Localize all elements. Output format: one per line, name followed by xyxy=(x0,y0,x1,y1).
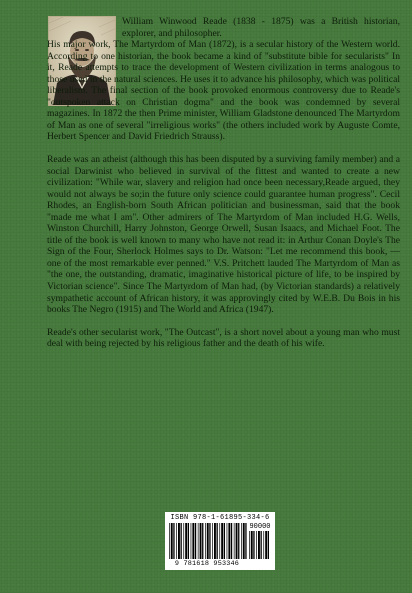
barcode-bar xyxy=(183,523,184,559)
barcode-bar xyxy=(181,523,182,559)
barcode-bar xyxy=(268,531,269,559)
barcode-bar xyxy=(205,523,206,559)
blurb-text xyxy=(47,16,400,350)
barcode-bar xyxy=(173,523,174,559)
barcode-bar xyxy=(217,523,218,559)
barcode-bar xyxy=(261,531,262,559)
paragraph-intro: William Winwood Reade (1838 - 1875) was a British historian, explorer, and philosopher. xyxy=(122,16,400,39)
barcode-bar xyxy=(219,523,220,559)
barcode-bar xyxy=(188,523,189,559)
barcode-bar xyxy=(263,531,264,559)
barcode-bar xyxy=(241,523,242,559)
barcode-bar xyxy=(265,531,267,559)
ean-digits: 9 781618 953346 xyxy=(174,560,240,568)
barcode-bar xyxy=(256,531,257,559)
barcode-bar xyxy=(221,523,223,559)
barcode-bar xyxy=(192,523,194,559)
barcode-bar xyxy=(224,523,225,559)
barcode-bar xyxy=(227,523,228,559)
barcode-bar xyxy=(176,523,177,559)
barcode-bar xyxy=(238,523,239,559)
barcode-bar xyxy=(171,523,173,559)
barcode-bar xyxy=(209,523,210,559)
paragraph-outcast: Reade's other secularist work, "The Outcast", is a short novel about a young man who must deal with being rejected by his religious father and the death of his wife. xyxy=(47,326,400,350)
barcode-bar xyxy=(195,523,196,559)
barcode-bar xyxy=(243,523,245,559)
barcode-bar xyxy=(200,523,202,559)
barcode-bar xyxy=(234,523,235,559)
barcode-bar xyxy=(231,523,232,559)
barcode-bar xyxy=(178,523,180,559)
barcode-bar xyxy=(207,523,209,559)
paragraph-martyrdom: His major work, The Martyrdom of Man (1872), is a secular history of the Western world. According to one historian, the book became a kind of "substitute bible for secularists" In it, Reade attempts to trace the development of Western civilization in terms analogous to those used in the natural sciences. He uses it to advance his philosophy, which was political liberalism. The final section of the book provoked enormous controversy due to Reade's "outspoken attack on Christian dogma" and the book was condemned by several magazines. In 1872 the then Prime minister, William Gladstone denounced The Martyrdom of Man as one of several "irreligious works" (the others included work by Auguste Comte, Herbert Spencer and David Friedrich Strauss). xyxy=(47,39,400,143)
barcode-bar xyxy=(198,523,199,559)
isbn-barcode xyxy=(165,512,275,570)
barcode-bar xyxy=(169,523,170,559)
barcode-bars xyxy=(169,523,247,559)
price-barcode-bars xyxy=(249,531,271,559)
barcode-bar xyxy=(185,523,187,559)
paragraph-atheist: Reade was an atheist (although this has been disputed by a surviving family member) and a social Darwinist who believed in survival of the fittest and wanted to create a new civilization: "While war, slavery and religion had once been necessary,Reade argued, they would not always be so;in the future only science could guarantee human progress". Cecil Rhodes, an English-born South African politician and businessman, said that the book "made me what I am". Other admirers of The Martyrdom of Man included H.G. Wells, Winston Churchill, Harry Johnston, George Orwell, Susan Isaacs, and Michael Foot. The title of the book is well known to many who have not read it: in Arthur Conan Doyle's The Sign of the Four, Sherlock Holmes says to Dr. Watson: "Let me recommend this book, — one of the most remarkable ever penned." V.S. Pritchett lauded The Martyrdom of Man as "the one, the outstanding, dramatic, imaginative historical picture of life, to be inspired by Victorian science". Since The Martyrdom of Man had, (by Victorian standards) a relatively sympathetic account of African history, it was approvingly cited by W.E.B. Du Bois in his books The Negro (1915) and The World and Africa (1947). xyxy=(47,154,400,316)
barcode-bar xyxy=(258,531,260,559)
barcode-bar xyxy=(212,523,213,559)
barcode-bar xyxy=(249,531,250,559)
isbn-label: ISBN 978-1-61895-334-6 xyxy=(170,514,270,522)
barcode-bar xyxy=(236,523,238,559)
barcode-bar xyxy=(251,531,253,559)
barcode-bar xyxy=(202,523,203,559)
barcode-bar xyxy=(191,523,192,559)
barcode-bar xyxy=(253,531,254,559)
barcode-bar xyxy=(214,523,216,559)
barcode-bar xyxy=(228,523,230,559)
barcode-bar xyxy=(245,523,246,559)
price-code: 90000 xyxy=(249,523,271,531)
